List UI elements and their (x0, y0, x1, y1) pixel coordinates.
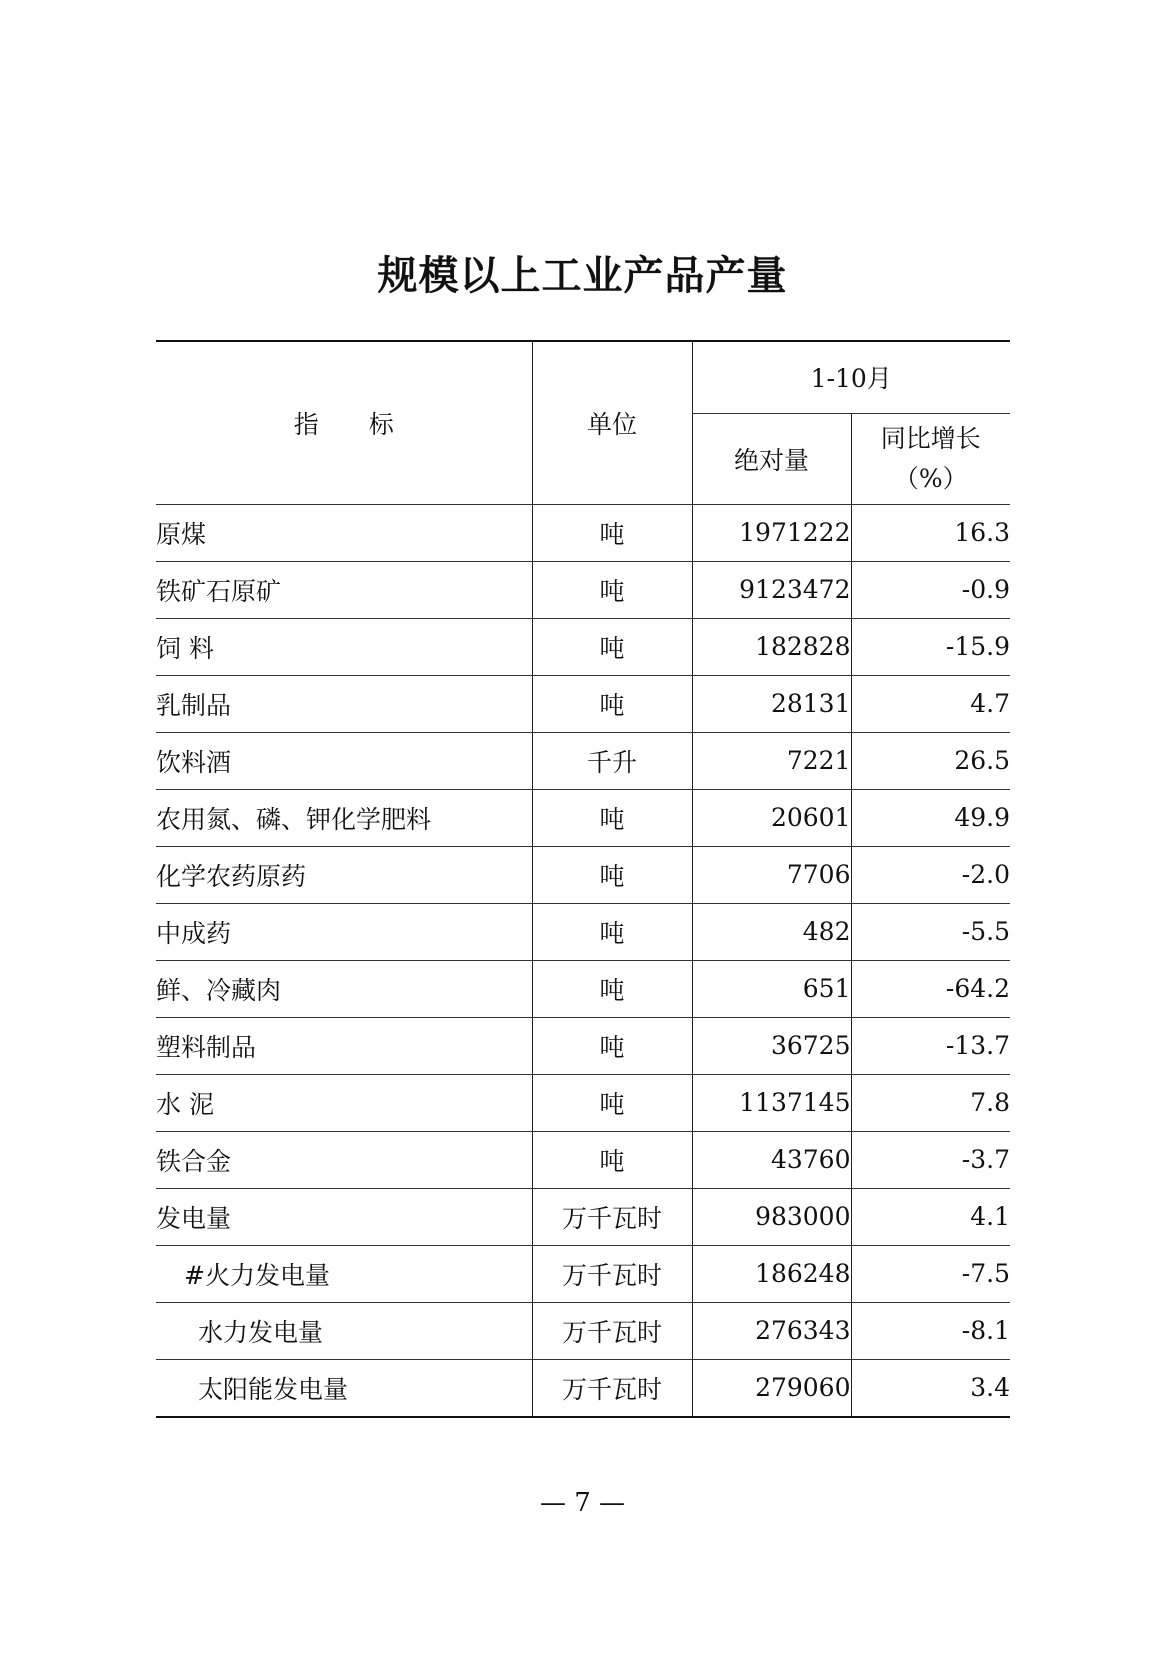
row-growth: 26.5 (851, 732, 1010, 789)
row-unit: 吨 (532, 789, 692, 846)
row-unit: 千升 (532, 732, 692, 789)
row-unit: 吨 (532, 1074, 692, 1131)
table-row (156, 846, 1010, 903)
header-growth-label: 同比增长 (880, 423, 981, 453)
row-name: 发电量 (156, 1188, 532, 1245)
row-unit: 吨 (532, 903, 692, 960)
row-unit: 吨 (532, 1131, 692, 1188)
page-title: 规模以上工业产品产量 (377, 253, 788, 299)
row-value: 9123472 (692, 561, 851, 618)
row-unit: 吨 (532, 618, 692, 675)
table-row (156, 1359, 1010, 1417)
row-growth: -13.7 (851, 1017, 1010, 1074)
row-value: 482 (692, 903, 851, 960)
table-header (156, 341, 1010, 504)
row-value: 276343 (692, 1302, 851, 1359)
row-value: 36725 (692, 1017, 851, 1074)
table-row (156, 903, 1010, 960)
header-growth (851, 413, 1010, 504)
row-name: 塑料制品 (156, 1017, 532, 1074)
row-growth: 4.1 (851, 1188, 1010, 1245)
row-name: 鲜、冷藏肉 (156, 960, 532, 1017)
table-body (156, 504, 1010, 1417)
row-unit: 万千瓦时 (532, 1302, 692, 1359)
table-row (156, 1188, 1010, 1245)
row-growth: -5.5 (851, 903, 1010, 960)
row-name: 饲 料 (156, 618, 532, 675)
header-growth-unit: （%） (893, 463, 968, 493)
row-value: 28131 (692, 675, 851, 732)
table-row (156, 1017, 1010, 1074)
row-name: 乳制品 (156, 675, 532, 732)
table-row (156, 504, 1010, 561)
table-row (156, 1131, 1010, 1188)
row-growth: -7.5 (851, 1245, 1010, 1302)
row-name: 中成药 (156, 903, 532, 960)
row-name: #火力发电量 (156, 1245, 532, 1302)
row-growth: -2.0 (851, 846, 1010, 903)
header-unit: 单位 (532, 341, 692, 504)
row-unit: 吨 (532, 1017, 692, 1074)
row-value: 1137145 (692, 1074, 851, 1131)
page-number: — 7 — (539, 1488, 626, 1518)
row-value: 43760 (692, 1131, 851, 1188)
row-value: 20601 (692, 789, 851, 846)
row-value: 7221 (692, 732, 851, 789)
header-period: 1-10月 (692, 341, 1010, 413)
row-growth: -8.1 (851, 1302, 1010, 1359)
row-unit: 万千瓦时 (532, 1188, 692, 1245)
row-growth: -15.9 (851, 618, 1010, 675)
table-row (156, 618, 1010, 675)
row-value: 7706 (692, 846, 851, 903)
header-absolute: 绝对量 (692, 413, 851, 504)
row-name: 铁合金 (156, 1131, 532, 1188)
row-name: 水 泥 (156, 1074, 532, 1131)
table-row (156, 1245, 1010, 1302)
row-value: 1971222 (692, 504, 851, 561)
row-name: 太阳能发电量 (156, 1359, 532, 1417)
table-row (156, 960, 1010, 1017)
row-unit: 吨 (532, 504, 692, 561)
row-unit: 吨 (532, 960, 692, 1017)
row-value: 182828 (692, 618, 851, 675)
table-row (156, 789, 1010, 846)
row-value: 983000 (692, 1188, 851, 1245)
row-growth: 49.9 (851, 789, 1010, 846)
table-row (156, 561, 1010, 618)
row-value: 279060 (692, 1359, 851, 1417)
row-unit: 万千瓦时 (532, 1359, 692, 1417)
row-growth: 4.7 (851, 675, 1010, 732)
row-unit: 吨 (532, 675, 692, 732)
row-name: 铁矿石原矿 (156, 561, 532, 618)
table-row (156, 1302, 1010, 1359)
row-growth: -64.2 (851, 960, 1010, 1017)
production-table (156, 340, 1010, 1418)
table-row (156, 732, 1010, 789)
row-growth: 7.8 (851, 1074, 1010, 1131)
row-unit: 万千瓦时 (532, 1245, 692, 1302)
row-value: 186248 (692, 1245, 851, 1302)
row-name: 饮料酒 (156, 732, 532, 789)
row-name: 农用氮、磷、钾化学肥料 (156, 789, 532, 846)
row-growth: 3.4 (851, 1359, 1010, 1417)
row-name: 水力发电量 (156, 1302, 532, 1359)
table-row (156, 1074, 1010, 1131)
table-row (156, 675, 1010, 732)
header-indicator: 指 标 (156, 341, 532, 504)
row-name: 原煤 (156, 504, 532, 561)
row-unit: 吨 (532, 561, 692, 618)
row-name: 化学农药原药 (156, 846, 532, 903)
row-growth: 16.3 (851, 504, 1010, 561)
row-unit: 吨 (532, 846, 692, 903)
row-growth: -0.9 (851, 561, 1010, 618)
row-value: 651 (692, 960, 851, 1017)
row-growth: -3.7 (851, 1131, 1010, 1188)
